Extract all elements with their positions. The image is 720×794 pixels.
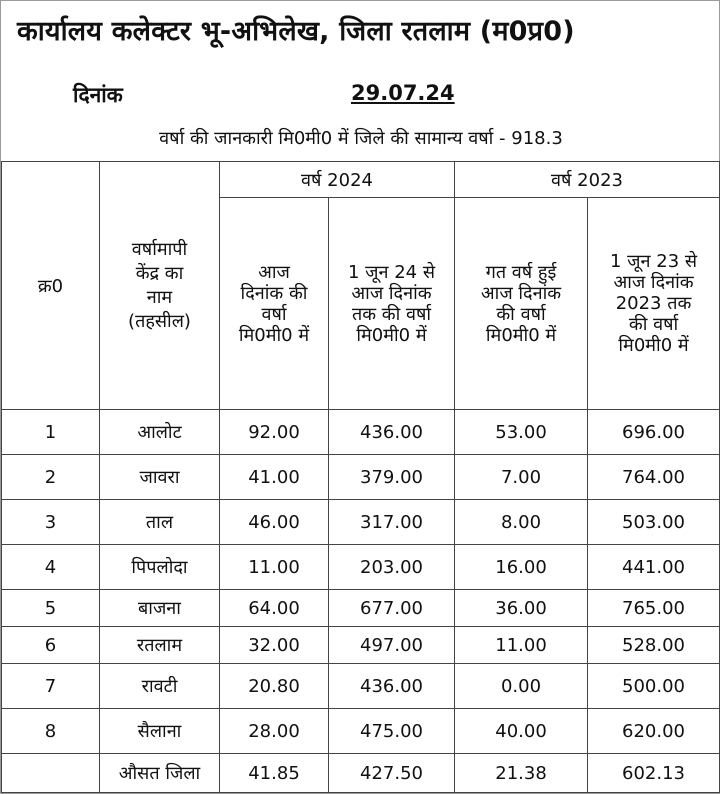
total-2024-value: 203.00 — [329, 545, 455, 590]
table-row — [2, 627, 720, 664]
today-2023-header — [455, 198, 588, 410]
serial-number: 1 — [2, 410, 100, 455]
avg-total-2023-value: 602.13 — [588, 754, 720, 793]
serial-number: 4 — [2, 545, 100, 590]
station-header-line: नाम — [146, 286, 173, 308]
date-label: दिनांक — [73, 83, 123, 107]
header-line: गत वर्ष हुई — [485, 261, 557, 283]
header-line: आज दिनांक — [613, 272, 694, 293]
total-2024-value: 436.00 — [329, 410, 455, 455]
header-line: आज दिनांक — [480, 282, 562, 304]
total-2023-value: 441.00 — [588, 545, 720, 590]
today-2023-value: 7.00 — [455, 455, 588, 500]
today-2024-value: 20.80 — [220, 664, 329, 709]
total-2023-value: 500.00 — [588, 664, 720, 709]
today-2024-value: 41.00 — [220, 455, 329, 500]
serial-number: 6 — [2, 627, 100, 664]
today-2024-value: 64.00 — [220, 590, 329, 627]
header-line: मि0मी0 में — [238, 324, 310, 346]
today-2024-value: 11.00 — [220, 545, 329, 590]
station-name: बाजना — [100, 590, 220, 627]
header-line: 1 जून 24 से — [347, 261, 436, 283]
station-name: आलोट — [100, 410, 220, 455]
today-2023-value: 0.00 — [455, 664, 588, 709]
header-line: तक की वर्षा — [351, 303, 432, 325]
today-2023-value: 53.00 — [455, 410, 588, 455]
office-title: कार्यालय कलेक्टर भू-अभिलेख, जिला रतलाम (म0प्र0) — [17, 16, 575, 47]
today-2023-value: 8.00 — [455, 500, 588, 545]
total-2024-value: 497.00 — [329, 627, 455, 664]
station-name: पिपलोदा — [100, 545, 220, 590]
header-line: आज — [258, 261, 290, 283]
today-2023-value: 16.00 — [455, 545, 588, 590]
today-2023-value: 36.00 — [455, 590, 588, 627]
header-line: मि0मी0 में — [618, 335, 689, 356]
station-header-line: (तहसील) — [128, 310, 191, 332]
station-name: ताल — [100, 500, 220, 545]
total-2023-value: 696.00 — [588, 410, 720, 455]
header-line: आज दिनांक — [351, 282, 432, 304]
header-line: दिनांक की — [240, 282, 308, 304]
station-name: जावरा — [100, 455, 220, 500]
table-row — [2, 545, 720, 590]
header-line: की वर्षा — [628, 314, 679, 335]
year-2023-header: वर्ष 2023 — [455, 162, 720, 198]
header-line: मि0मी0 में — [485, 324, 557, 346]
avg-today-2024-value: 41.85 — [220, 754, 329, 793]
table-row — [2, 455, 720, 500]
station-name-header — [100, 162, 220, 410]
serial-number: 8 — [2, 709, 100, 754]
header-line: वर्षा — [261, 303, 287, 325]
today-2024-header — [220, 198, 329, 410]
header-line: 1 जून 23 से — [610, 251, 698, 272]
today-2024-value: 46.00 — [220, 500, 329, 545]
table-row — [2, 410, 720, 455]
serial-number: 5 — [2, 590, 100, 627]
station-name: रतलाम — [100, 627, 220, 664]
header-line: मि0मी0 में — [356, 324, 427, 346]
station-header-line: केंद्र का — [135, 262, 184, 284]
district-average-label: औसत जिला — [100, 754, 220, 793]
today-2024-value: 28.00 — [220, 709, 329, 754]
empty-cell — [2, 754, 100, 793]
avg-today-2023-value: 21.38 — [455, 754, 588, 793]
total-2023-value: 503.00 — [588, 500, 720, 545]
header-line: की वर्षा — [496, 303, 546, 325]
total-2024-value: 677.00 — [329, 590, 455, 627]
total-2023-value: 528.00 — [588, 627, 720, 664]
serial-number-header: क्र0 — [2, 162, 100, 410]
total-2024-value: 317.00 — [329, 500, 455, 545]
serial-number: 2 — [2, 455, 100, 500]
district-average-row — [2, 754, 720, 793]
avg-total-2024-value: 427.50 — [329, 754, 455, 793]
today-2024-value: 32.00 — [220, 627, 329, 664]
table-row — [2, 590, 720, 627]
year-2024-header: वर्ष 2024 — [220, 162, 455, 198]
today-2024-value: 92.00 — [220, 410, 329, 455]
date-value: 29.07.24 — [351, 81, 455, 105]
station-name: रावटी — [100, 664, 220, 709]
total-2024-value: 475.00 — [329, 709, 455, 754]
normal-rainfall-note: वर्षा की जानकारी मि0मी0 में जिले की सामान्य वर्षा - 918.3 — [159, 128, 563, 149]
today-2023-value: 40.00 — [455, 709, 588, 754]
total-2024-value: 436.00 — [329, 664, 455, 709]
total-2024-value: 379.00 — [329, 455, 455, 500]
station-header-line: वर्षामापी — [131, 238, 188, 260]
table-row — [2, 709, 720, 754]
since-june-2024-header — [329, 198, 455, 410]
rainfall-table — [1, 161, 720, 793]
today-2023-value: 11.00 — [455, 627, 588, 664]
total-2023-value: 765.00 — [588, 590, 720, 627]
serial-number: 3 — [2, 500, 100, 545]
total-2023-value: 764.00 — [588, 455, 720, 500]
header-line: 2023 तक — [615, 293, 692, 314]
serial-number: 7 — [2, 664, 100, 709]
table-row — [2, 500, 720, 545]
total-2023-value: 620.00 — [588, 709, 720, 754]
station-name: सैलाना — [100, 709, 220, 754]
table-row — [2, 664, 720, 709]
since-june-2023-header — [588, 198, 720, 410]
